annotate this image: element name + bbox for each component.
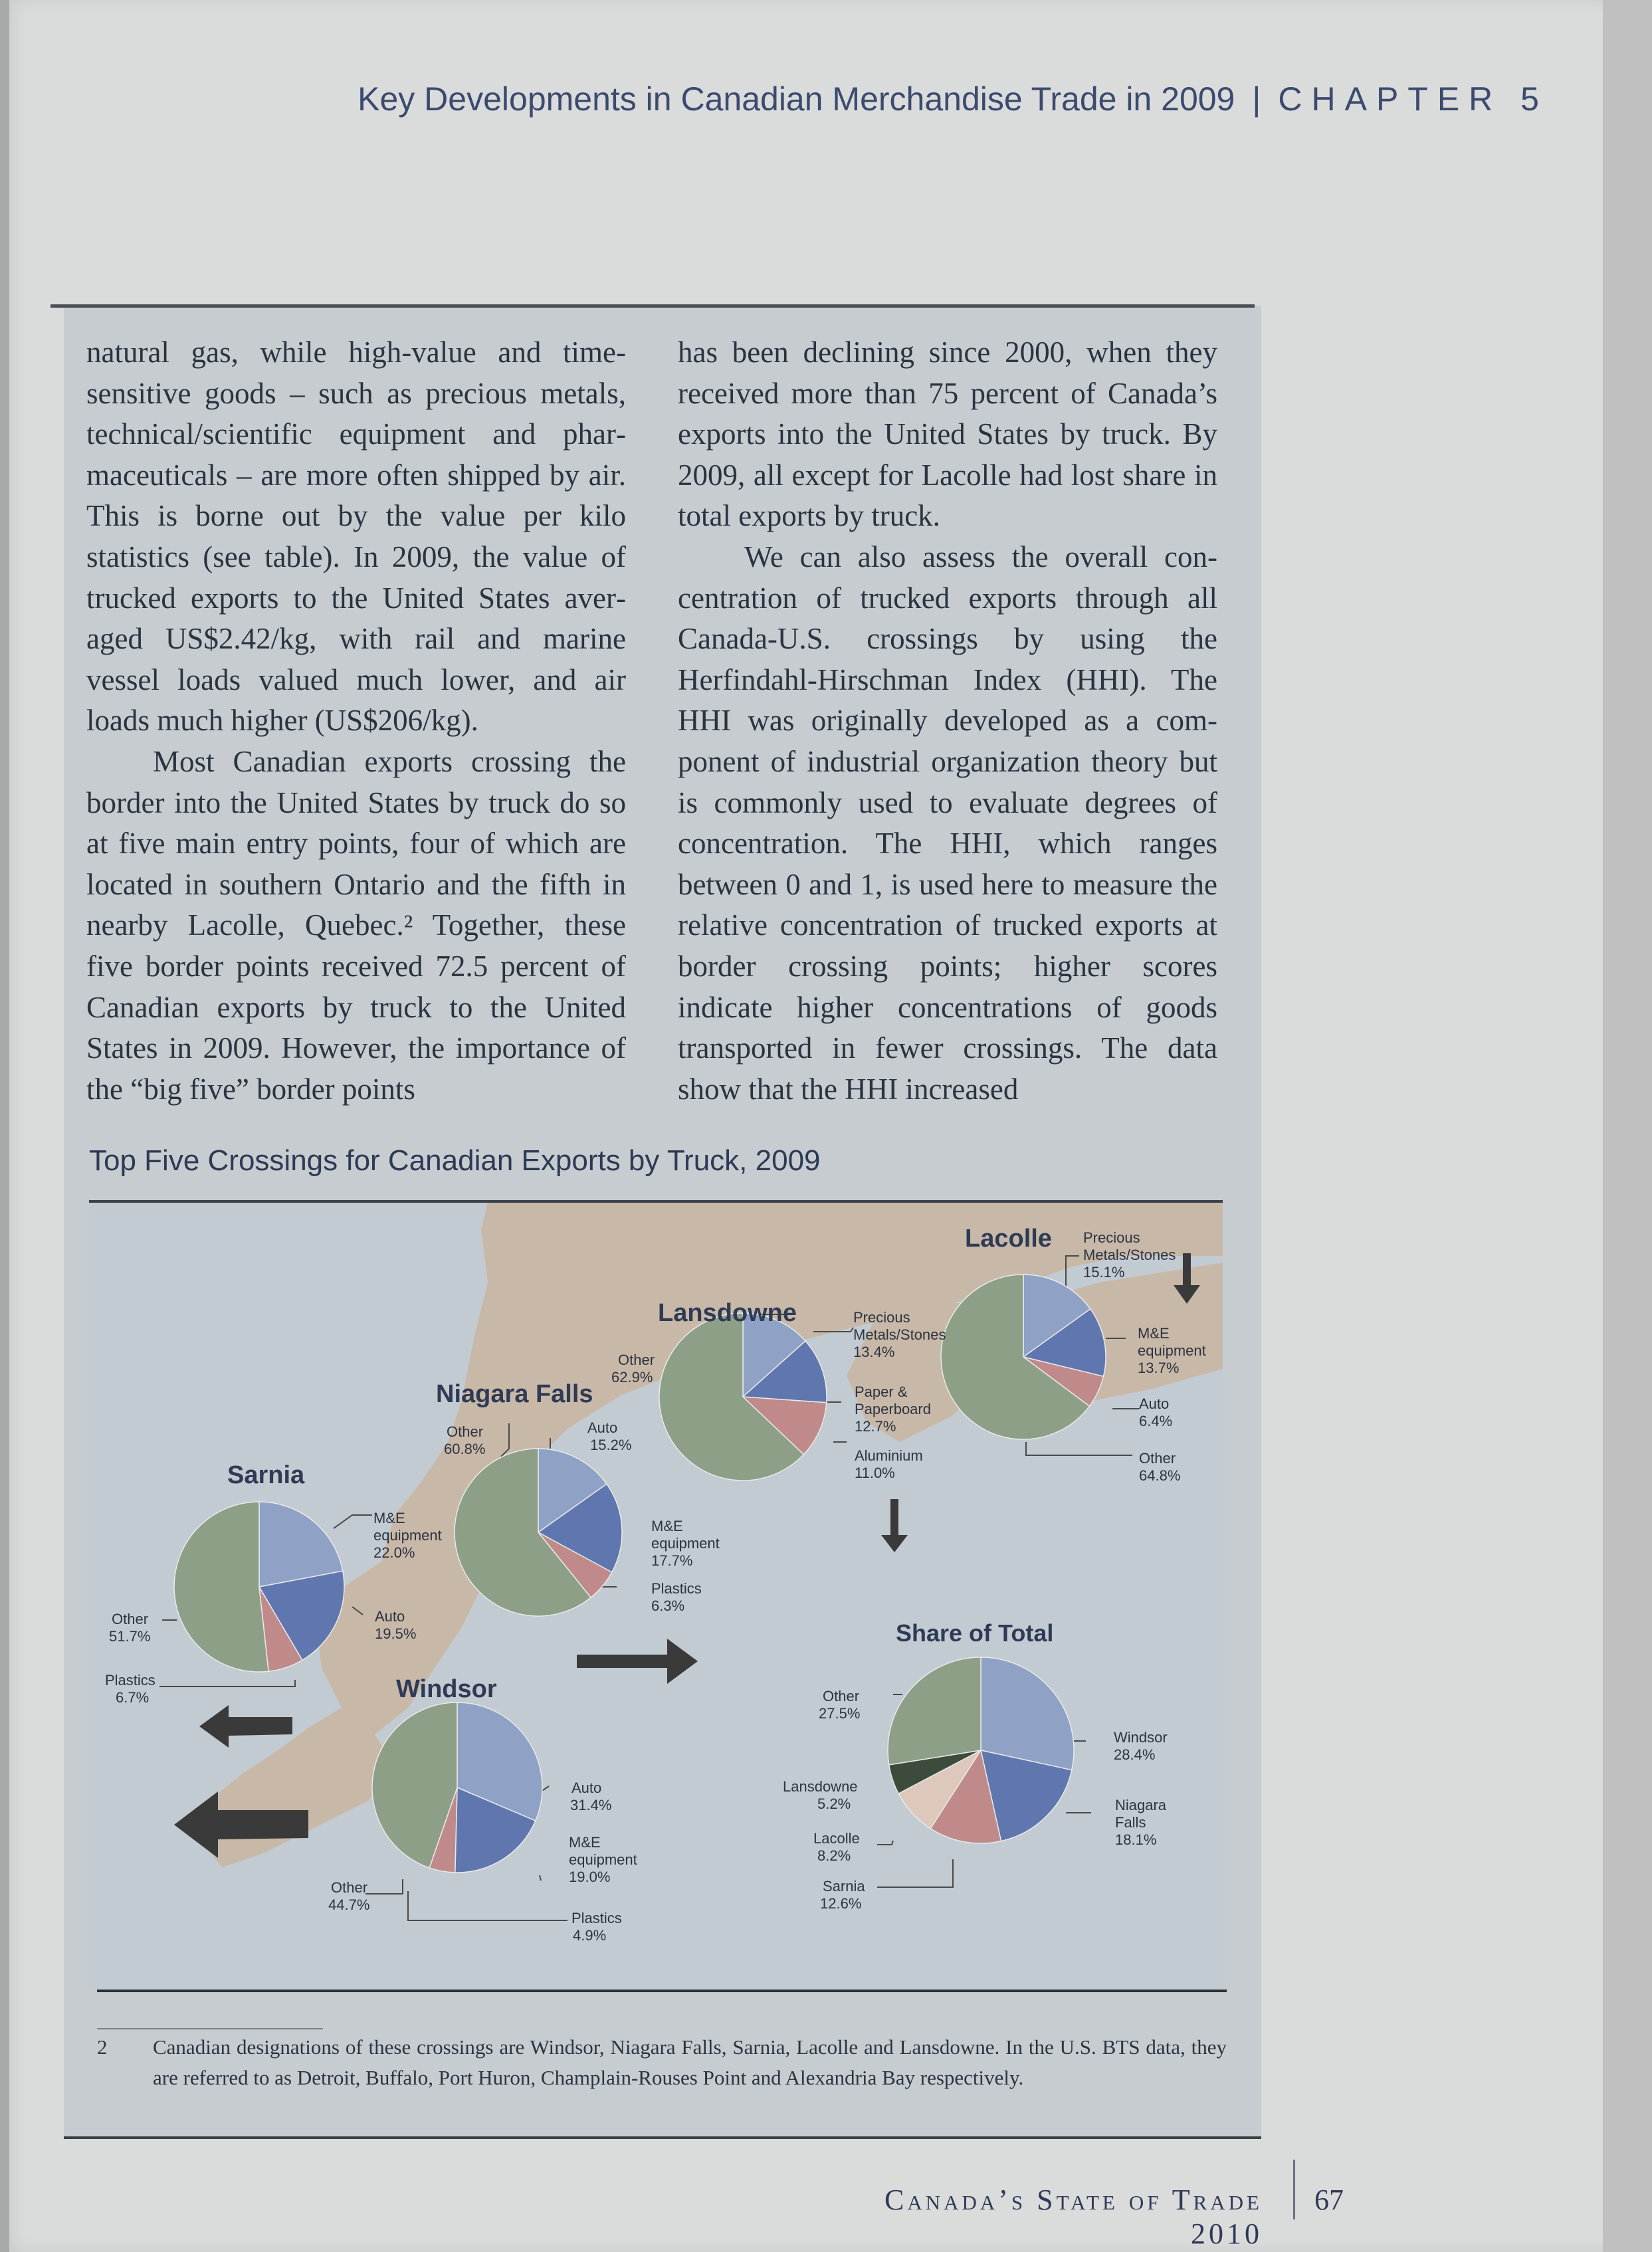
page-edge bbox=[1603, 0, 1652, 2252]
header-chapter: CHAPTER 5 bbox=[1278, 80, 1548, 118]
label-niagara-other: Other 60.8% bbox=[444, 1423, 486, 1457]
paragraph: natural gas, while high-value and time-sensitive goods – such as precious metals, technical/scientific equipment and pharmaceuticals – are more often shipped by air. This is borne out by the value per kilo statistics (see table). In 2009, the value of trucked exports to the United States averaged US$2.42/kg, with rail and marine vessel loads valued much lower, and air loads much higher (US$206/kg). bbox=[86, 336, 626, 738]
label-share-other: Other 27.5% bbox=[819, 1688, 861, 1722]
running-header bbox=[0, 80, 1548, 118]
footnote-rule bbox=[97, 2028, 323, 2029]
figure-title: Top Five Crossings for Canadian Exports by Truck, 2009 bbox=[89, 1144, 821, 1177]
footnote bbox=[97, 2032, 1227, 2093]
footnote-number: 2 bbox=[97, 2035, 108, 2059]
label-lansdowne-alu: Aluminium 11.0% bbox=[855, 1447, 923, 1481]
label-lacolle-metals: Precious Metals/Stones 15.1% bbox=[1083, 1229, 1176, 1280]
label-windsor-plastics: Plastics 4.9% bbox=[571, 1910, 622, 1944]
paragraph: We can also assess the overall concentration of trucked exports through all Canada-U.S. crossings by using the Herfindahl-Hirschman Index (HHI). The HHI was originally developed as a component of industrial organization theory but is commonly used to evaluate degrees of concentration. The HHI, which ranges between 0 and 1, is used here to measure the relative concentration of trucked exports at border crossing points; higher scores indicate higher concentrations of goods transported in fewer crossings. The data show that the HHI increased bbox=[678, 540, 1217, 1106]
label-lacolle: Lacolle bbox=[965, 1225, 1052, 1253]
label-sarnia-other: Other 51.7% bbox=[109, 1611, 151, 1645]
label-sarnia: Sarnia bbox=[227, 1461, 305, 1489]
label-lansdowne-metals: Precious Metals/Stones 13.4% bbox=[853, 1309, 946, 1360]
label-share-lansdowne: Lansdowne 5.2% bbox=[783, 1778, 858, 1812]
label-niagara-auto: Auto 15.2% bbox=[587, 1419, 632, 1453]
label-share-windsor: Windsor 28.4% bbox=[1114, 1729, 1168, 1763]
figure-bottom-rule bbox=[97, 1990, 1227, 1992]
label-lacolle-auto: Auto 6.4% bbox=[1139, 1395, 1173, 1429]
page-number: 67 bbox=[1314, 2184, 1344, 2216]
label-windsor-me: M&E equipment 19.0% bbox=[569, 1834, 637, 1885]
label-sarnia-auto: Auto 19.5% bbox=[375, 1608, 417, 1642]
label-sarnia-me: M&E equipment 22.0% bbox=[373, 1510, 442, 1561]
crossings-map bbox=[89, 1203, 1223, 1990]
label-share-of-total: Share of Total bbox=[896, 1619, 1054, 1647]
label-lansdowne-other: Other 62.9% bbox=[611, 1352, 655, 1385]
book-spine bbox=[0, 0, 9, 2252]
label-windsor-other: Other 44.7% bbox=[328, 1879, 370, 1913]
paragraph: Most Canadian exports crossing the border into the United States by truck do so at five main entry points, four of which are located in southern Ontario and the fifth in nearby Lacolle, Quebec.² Together, these five border points received 72.5 percent of Canadian exports by truck to the United States in 2009. However, the importance of the “big five” border points bbox=[86, 744, 626, 1106]
label-lansdowne-paper: Paper & Paperboard 12.7% bbox=[855, 1383, 931, 1435]
label-lacolle-me: M&E equipment 13.7% bbox=[1138, 1325, 1206, 1376]
paragraph: has been declining since 2000, when they received more than 75 percent of Canada’s exports into the United States by truck. By 2009, all except for Lacolle had lost share in total exports by truck. bbox=[678, 336, 1217, 533]
footnote-text: Canadian designations of these crossings are Windsor, Niagara Falls, Sarnia, Lacolle and Lansdowne. In the U.S. BTS data, they are referred to as Detroit, Buffalo, Port Huron, Champlain-Rouses Point and Alexandria Bay respectively. bbox=[153, 2035, 1227, 2089]
label-lansdowne: Lansdowne bbox=[658, 1299, 797, 1327]
label-share-sarnia: Sarnia 12.6% bbox=[820, 1878, 865, 1912]
text-column-right bbox=[678, 332, 1217, 1110]
label-windsor: Windsor bbox=[396, 1675, 497, 1703]
header-separator: | bbox=[1252, 80, 1261, 118]
footer-publication: Canada’s State of Trade 2010 bbox=[884, 2184, 1263, 2250]
panel-bottom-rule bbox=[64, 2136, 1261, 2139]
header-title: Key Developments in Canadian Merchandise Trade in 2009 bbox=[358, 80, 1235, 118]
label-niagara-plastics: Plastics 6.3% bbox=[651, 1580, 702, 1614]
label-niagara-falls: Niagara Falls bbox=[436, 1380, 593, 1408]
label-share-niagara: Niagara Falls 18.1% bbox=[1115, 1797, 1167, 1848]
label-niagara-me: M&E equipment 17.7% bbox=[651, 1518, 720, 1569]
label-lacolle-other: Other 64.8% bbox=[1139, 1450, 1181, 1484]
label-sarnia-plastics: Plastics 6.7% bbox=[105, 1672, 155, 1706]
text-column-left bbox=[86, 332, 626, 1110]
label-share-lacolle: Lacolle 8.2% bbox=[813, 1830, 860, 1864]
label-windsor-auto: Auto 31.4% bbox=[570, 1780, 612, 1813]
panel-top-rule bbox=[51, 304, 1255, 308]
footer-separator bbox=[1293, 2160, 1295, 2219]
